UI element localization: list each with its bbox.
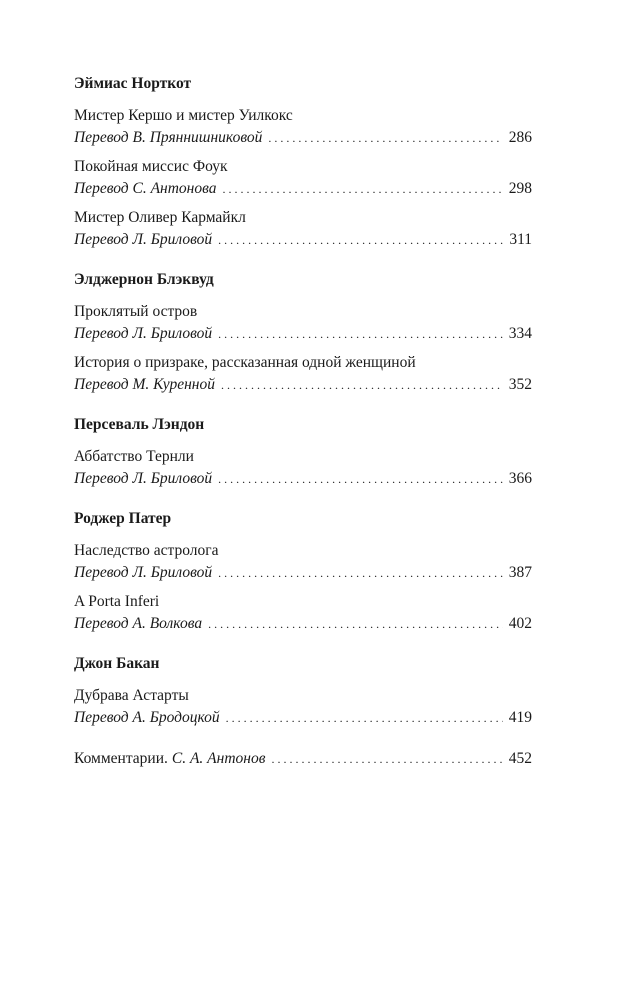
entry-line: [74, 468, 532, 490]
commentary-page-number: 452: [508, 750, 532, 767]
entry-line: [74, 613, 532, 635]
entry-line: [74, 562, 532, 584]
toc-entry: [74, 207, 532, 251]
section-author: Персеваль Лэндон: [74, 416, 205, 433]
entry-translator: Перевод Л. Бриловой: [74, 231, 213, 248]
entry-page-number: 286: [508, 129, 532, 146]
entry-page-number: 366: [508, 470, 532, 487]
dot-leader: [218, 468, 503, 490]
toc-entry: [74, 301, 532, 345]
toc-entry: [74, 685, 532, 729]
entry-title: История о призраке, рассказанная одной женщиной: [74, 354, 416, 371]
entry-title: Аббатство Тернли: [74, 448, 194, 465]
entry-title: Проклятый остров: [74, 303, 198, 320]
entry-title: Дубрава Астарты: [74, 687, 189, 704]
entry-page-number: 402: [508, 615, 532, 632]
entry-line: [74, 229, 532, 251]
toc-entry: [74, 105, 532, 149]
section-author: Элджернон Блэквуд: [74, 271, 214, 288]
entry-page-number: 334: [508, 325, 532, 342]
entry-translator: Перевод М. Куренной: [74, 376, 215, 393]
section-author: Роджер Патер: [74, 510, 172, 527]
entry-line: [74, 374, 532, 396]
entry-page-number: 311: [509, 231, 532, 248]
toc-section: [74, 654, 532, 729]
toc-section: [74, 509, 532, 635]
toc-entry: [74, 156, 532, 200]
entry-title: Мистер Оливер Кармайкл: [74, 209, 246, 226]
commentary-author: С. А. Антонов: [171, 750, 266, 767]
toc-entry: [74, 591, 532, 635]
entry-line: [74, 178, 532, 200]
entry-page-number: 352: [508, 376, 532, 393]
entry-line: [74, 127, 532, 149]
entry-translator: Перевод Л. Бриловой: [74, 470, 213, 487]
commentary-label: Комментарии.: [74, 750, 168, 767]
section-author: Эймиас Норткот: [74, 75, 192, 92]
commentary-entry: [74, 748, 532, 770]
toc-section: [74, 74, 532, 251]
dot-leader: [226, 707, 503, 729]
toc-section: [74, 415, 532, 490]
entry-title: A Porta Inferi: [74, 593, 160, 610]
entry-title: Наследство астролога: [74, 542, 219, 559]
entry-translator: Перевод А. Бродоцкой: [74, 709, 220, 726]
section-author: Джон Бакан: [74, 655, 160, 672]
dot-leader: [218, 229, 503, 251]
entry-title: Покойная миссис Фоук: [74, 158, 228, 175]
dot-leader: [268, 127, 502, 149]
entry-translator: Перевод В. Пряннишниковой: [74, 129, 263, 146]
dot-leader: [221, 374, 503, 396]
toc-section: [74, 270, 532, 396]
toc-entry: [74, 446, 532, 490]
dot-leader: [271, 748, 502, 770]
entry-translator: Перевод А. Волкова: [74, 615, 203, 632]
entry-page-number: 419: [508, 709, 532, 726]
dot-leader: [223, 178, 503, 200]
table-of-contents: [74, 74, 532, 770]
dot-leader: [218, 323, 503, 345]
toc-entry: [74, 540, 532, 584]
dot-leader: [218, 562, 503, 584]
toc-entry: [74, 352, 532, 396]
entry-title: Мистер Кершо и мистер Уилкокс: [74, 107, 293, 124]
entry-translator: Перевод С. Антонова: [74, 180, 217, 197]
entry-translator: Перевод Л. Бриловой: [74, 325, 213, 342]
entry-line: [74, 323, 532, 345]
dot-leader: [208, 613, 503, 635]
entry-page-number: 387: [508, 564, 532, 581]
entry-page-number: 298: [508, 180, 532, 197]
entry-line: [74, 707, 532, 729]
entry-translator: Перевод Л. Бриловой: [74, 564, 213, 581]
